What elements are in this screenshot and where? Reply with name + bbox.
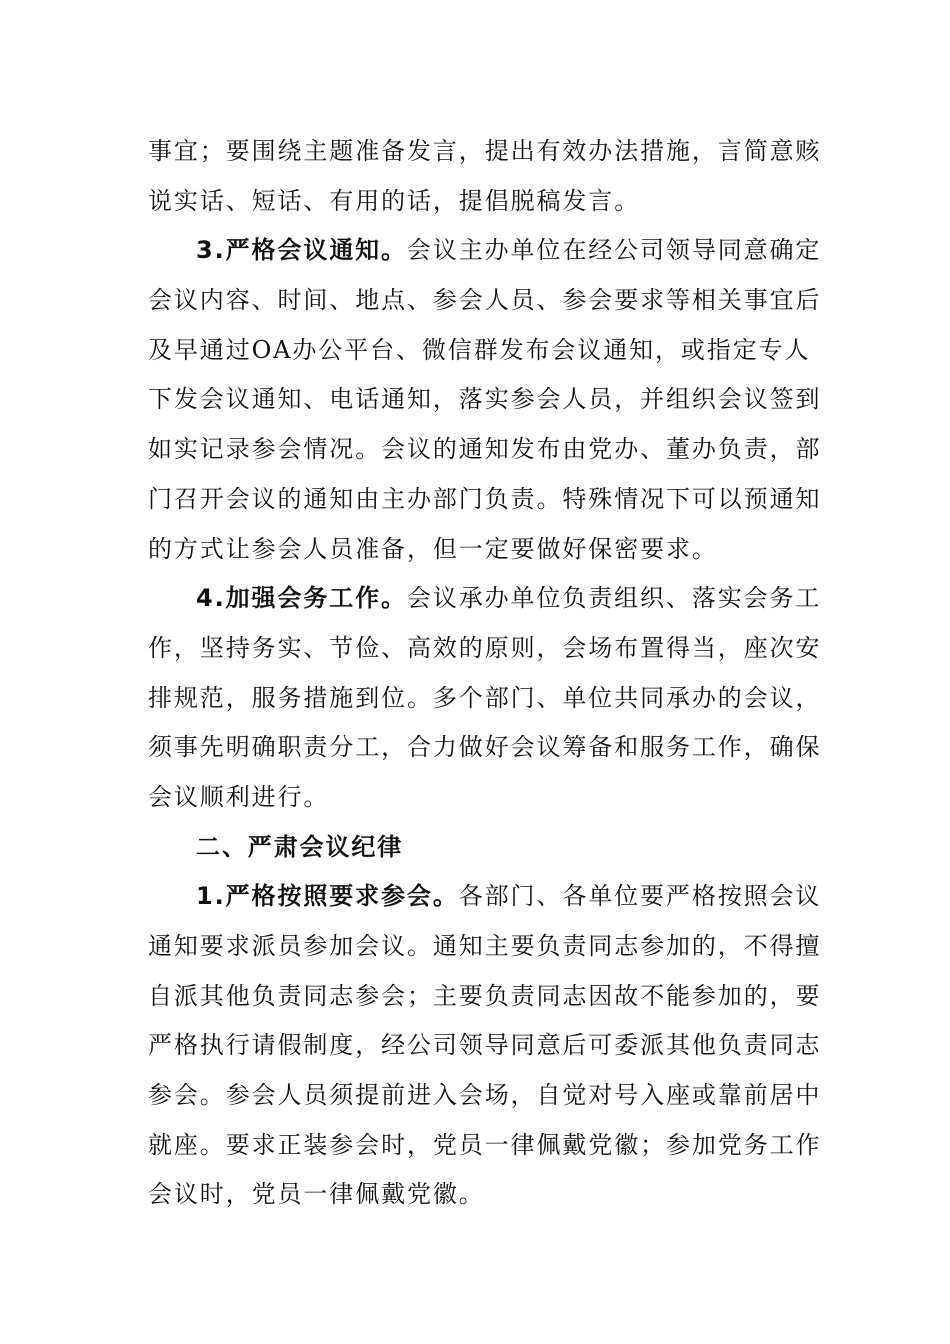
subheading: 4.加强会务工作。 (196, 584, 407, 613)
body-text-line: 会议顺利进行。 (148, 782, 330, 811)
body-text-line: 会议时，党员一律佩戴党徽。 (148, 1180, 485, 1209)
body-text-line: 的方式让参会人员准备，但一定要做好保密要求。 (148, 534, 718, 563)
body-text-line: 须事先明确职责分工，合力做好会议筹备和服务工作，确保 (148, 733, 822, 762)
body-text-line: 严格执行请假制度，经公司领导同意后可委派其他负责同志 (148, 1031, 822, 1060)
body-text-line: 参会。参会人员须提前进入会场，自觉对号入座或靠前居中 (148, 1081, 822, 1110)
body-text-line: 如实记录参会情况。会议的通知发布由党办、董办负责，部 (148, 435, 822, 464)
document-body (148, 127, 822, 1220)
body-text: 会议主办单位在经公司领导同意确定 (406, 236, 822, 265)
section-heading: 二、严肃会议纪律 (196, 832, 404, 861)
body-text-line: 及早通过OA办公平台、微信群发布会议通知，或指定专人 (148, 335, 811, 364)
body-text-line: 排规范，服务措施到位。多个部门、单位共同承办的会议， (148, 683, 822, 712)
body-text-line: 就座。要求正装参会时，党员一律佩戴党徽；参加党务工作 (148, 1130, 822, 1159)
paragraph-first-line (148, 226, 822, 276)
body-text-line: 作，坚持务实、节俭、高效的原则，会场布置得当，座次安 (148, 633, 822, 662)
body-text: 各部门、各单位要严格按照会议 (458, 882, 822, 911)
body-text-line: 自派其他负责同志参会；主要负责同志因故不能参加的，要 (148, 981, 822, 1010)
subheading: 1.严格按照要求参会。 (196, 882, 459, 911)
paragraph-first-line (148, 872, 822, 922)
body-text: 会议承办单位负责组织、落实会务工 (406, 584, 822, 613)
body-text-line: 下发会议通知、电话通知，落实参会人员，并组织会议签到 (148, 385, 822, 414)
body-text-line: 会议内容、时间、地点、参会人员、参会要求等相关事宜后 (148, 286, 822, 315)
body-text-line: 说实话、短话、有用的话，提倡脱稿发言。 (148, 186, 641, 215)
body-text-line: 事宜；要围绕主题准备发言，提出有效办法措施，言简意赅 (148, 137, 822, 165)
body-text-line: 门召开会议的通知由主办部门负责。特殊情况下可以预通知 (148, 484, 822, 513)
body-text-line: 通知要求派员参加会议。通知主要负责同志参加的，不得擅 (148, 932, 822, 960)
subheading: 3.严格会议通知。 (196, 236, 407, 265)
paragraph-first-line (148, 574, 822, 624)
